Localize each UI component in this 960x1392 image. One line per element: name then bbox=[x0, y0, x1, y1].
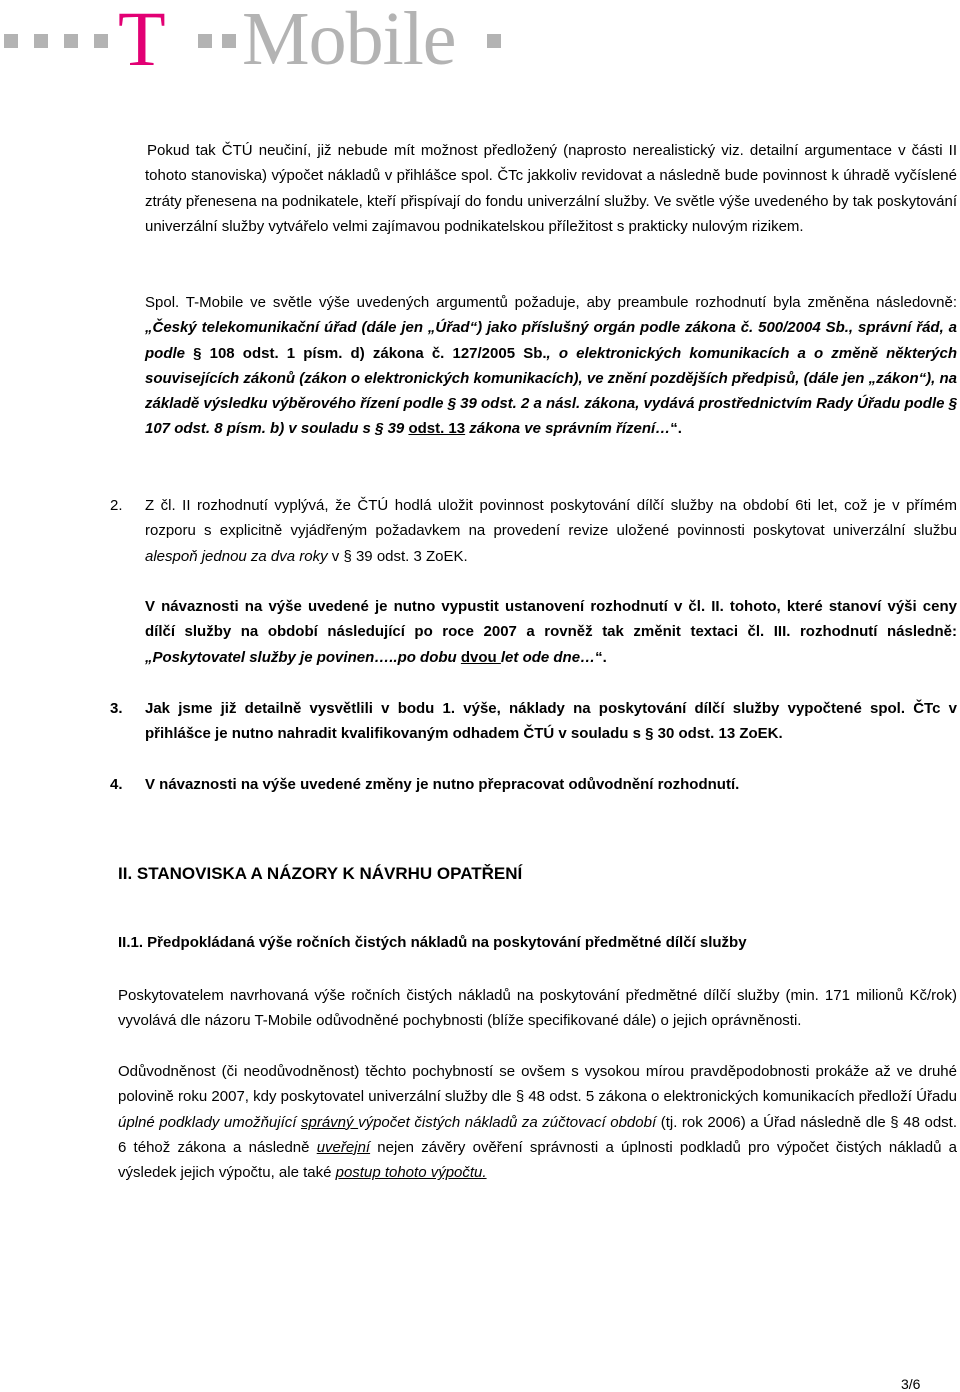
logo-wordmark: Mobile bbox=[242, 0, 456, 81]
p3-text-2: „Poskytovatel služby je povinen…..po dobu bbox=[145, 648, 461, 666]
preamble-quote-5: odst. 13 bbox=[408, 420, 466, 438]
p5-text-8: postup tohoto výpočtu. bbox=[335, 1164, 487, 1182]
preamble-intro: Spol. T-Mobile ve světle výše uvedených argumentů požaduje, aby preambule rozhodnutí byla změněna následovně: bbox=[145, 294, 957, 311]
p3-text-4: let ode dne… bbox=[500, 648, 596, 666]
section-heading: II. STANOVISKA A NÁZORY K NÁVRHU OPATŘENÍ bbox=[118, 864, 523, 883]
logo-dot bbox=[4, 34, 18, 48]
p5-text-5: (tj. rok 2006) a Úřad následně dle § 48 odst. 6 téhož zákona a následně bbox=[118, 1113, 957, 1156]
paragraph-article-change bbox=[145, 594, 957, 670]
p3-text-1: V návaznosti na výše uvedené je nutno vypustit ustanovení rozhodnutí v čl. II. tohoto, které stanoví výši ceny dílčí služby na období následující po roce 2007 a rovněž tak změnit textaci čl. III. rozhodnutí následně: bbox=[145, 598, 957, 641]
p5-text-3: správný bbox=[301, 1113, 359, 1131]
preamble-quote-3: § 108 odst. 1 písm. d) zákona č. 127/2005 Sb. bbox=[193, 344, 547, 362]
paragraph-argument: Pokud tak ČTÚ neučiní, již nebude mít možnost předložený (naprosto nerealistický viz. detailní argumentace v části II tohoto stanoviska) výpočet nákladů v přihlášce spol. ČTc jakkoliv revidovat a následně bude povinnost k úhradě vyčíslené ztráty přenesena na podnikatele, kteří přispívají do fondu univerzální služby. Ve světle výše uvedeného by tak poskytování univerzální služby vytvářelo velmi zajímavou podnikatelskou příležitost s prakticky nulovým rizikem. bbox=[145, 142, 957, 235]
preamble-quote-2: , správní řád, a podle bbox=[145, 319, 957, 362]
logo-dot bbox=[94, 34, 108, 48]
logo-dot bbox=[222, 34, 236, 48]
logo-dot bbox=[487, 34, 501, 48]
subsection-heading: II.1. Předpokládaná výše ročních čistých nákladů na poskytování předmětné dílčí služby bbox=[118, 934, 747, 951]
item-number: 2. bbox=[110, 497, 123, 514]
p3-text-3: dvou bbox=[460, 648, 501, 666]
paragraph-costs: Poskytovatelem navrhovaná výše ročních čistých nákladů na poskytování předmětné dílčí služby (min. 171 milionů Kč/rok) vyvolává dle názoru T-Mobile odůvodněné pochybnosti (blíže specifikované dále) o jejich oprávněnosti. bbox=[118, 987, 957, 1030]
paragraph-justification bbox=[118, 1059, 957, 1185]
item2-text-2: alespoň jednou za dva roky bbox=[145, 547, 328, 565]
item-number: 3. bbox=[110, 700, 123, 717]
logo-t: T bbox=[118, 0, 166, 82]
preamble-quote-6: zákona ve správním řízení… bbox=[465, 420, 671, 438]
p5-text-6: uveřejní bbox=[316, 1138, 371, 1156]
p5-text-1: Odůvodněnost (či neodůvodněnost) těchto pochybností se ovšem s vysokou mírou pravděpodobnosti prokáže až ve druhé polovině roku 2007, kdy poskytovatel univerzální služby dle § 48 odst. 5 zákona o elektronických komunikacích předloží Úřadu bbox=[118, 1063, 957, 1106]
preamble-quote-4: , o elektronických komunikacích a o změně některých souvisejících zákonů (zákon o elektronických komunikacích), ve znění pozdějších předpisů, (dále jen „zákon“), na základě výsledku výběrového řízení podle § 39 odst. 2 a násl. zákona, vydává prostřednictvím Rady Úřadu podle § 107 odst. 8 písm. b) v souladu s § 39 bbox=[145, 344, 957, 438]
item-number: 4. bbox=[110, 776, 123, 793]
logo-dot bbox=[34, 34, 48, 48]
p5-text-4: výpočet čistých nákladů za zúčtovací období bbox=[358, 1113, 657, 1131]
paragraph-item-4: V návaznosti na výše uvedené změny je nutno přepracovat odůvodnění rozhodnutí. bbox=[145, 776, 740, 793]
page-number: 3/6 bbox=[901, 1376, 921, 1392]
t-mobile-logo bbox=[0, 0, 540, 82]
p5-text-2: úplné podklady umožňující bbox=[118, 1113, 301, 1131]
logo-dot bbox=[64, 34, 78, 48]
p5-text-7: nejen závěry ověření správnosti a úplnosti podkladů pro výpočet čistých nákladů a výsledek jejich výpočtu, ale také bbox=[118, 1138, 957, 1182]
item2-text-3: v § 39 odst. 3 ZoEK. bbox=[327, 547, 468, 565]
p3-text-5: “. bbox=[595, 648, 607, 666]
preamble-quote-1: „Český telekomunikační úřad (dále jen „Úřad“) jako příslušný orgán podle zákona č. 500/2004 Sb. bbox=[145, 319, 849, 337]
preamble-quote-end: “. bbox=[670, 420, 682, 438]
logo-dot bbox=[198, 34, 212, 48]
paragraph-item-2 bbox=[145, 493, 957, 569]
item2-text-1: Z čl. II rozhodnutí vyplývá, že ČTÚ hodlá uložit povinnost poskytování dílčí služby na období 6ti let, což je v přímém rozporu s explicitně vyjádřeným požadavkem na provedení revize uložené povinnosti poskytovat univerzální službu bbox=[145, 497, 957, 540]
paragraph-item-3: Jak jsme již detailně vysvětlili v bodu 1. výše, náklady na poskytování dílčí služby vypočtené spol. ČTc v přihlášce je nutno nahradit kvalifikovaným odhadem ČTÚ v souladu s § 30 odst. 13 ZoEK. bbox=[145, 700, 957, 743]
paragraph-preamble-request bbox=[145, 290, 957, 442]
